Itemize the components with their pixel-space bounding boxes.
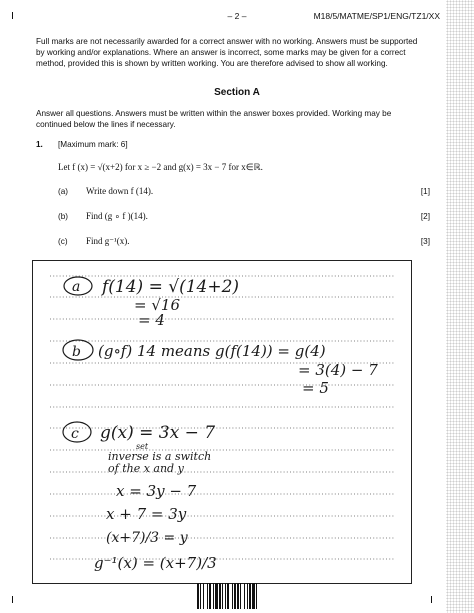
section-instructions: Answer all questions. Answers must be written within the answer boxes provided. Working may be continued below the lines if necessary. <box>36 109 392 129</box>
barcode-bar <box>200 583 201 609</box>
barcode-bar <box>247 583 248 609</box>
barcode-bar <box>222 583 223 609</box>
hw-b-line-1: (g∘f) 14 means g(f(14)) = g(4) <box>98 342 326 360</box>
barcode-bar <box>215 583 218 609</box>
hw-c-line-4: x = 3y − 7 <box>116 482 197 500</box>
hw-b-label: b <box>72 344 81 360</box>
barcode-bar <box>209 583 211 609</box>
handwritten-answer <box>32 260 410 582</box>
hw-a-line-3: = 4 <box>138 311 165 329</box>
intro-paragraph: Full marks are not necessarily awarded for a correct answer with no working. Answers must be supported by working and/or explanations. Where an answer is incorrect, some marks may be given for a correct method, provided this is shown by written working. You are therefore advised to show all working. <box>36 37 418 68</box>
hw-c-line-5: x + 7 = 3y <box>106 505 187 523</box>
question-number: 1. <box>36 140 43 149</box>
hw-c-line-3: of the x and y <box>108 462 184 475</box>
part-a-letter: (a) <box>58 187 69 196</box>
hw-c-line-2: inverse is a switch <box>108 450 212 463</box>
barcode-bar <box>237 583 239 609</box>
part-c-marks: [3] <box>420 237 430 246</box>
barcode-bar <box>234 583 236 609</box>
barcode-bar <box>197 583 199 609</box>
part-a-text: Write down f (14). <box>86 186 154 196</box>
hw-c-label: c <box>71 426 79 442</box>
hw-a-line-1: f(14) = √(14+2) <box>102 277 240 297</box>
section-title: Section A <box>214 87 260 98</box>
barcode-bar <box>219 583 221 609</box>
barcode-bar <box>244 583 245 609</box>
paper-code: M18/5/MATME/SP1/ENG/TZ1/XX <box>313 11 440 21</box>
hw-b-line-3: = 5 <box>302 379 329 397</box>
barcode-icon <box>197 583 277 609</box>
part-b-letter: (b) <box>58 212 69 221</box>
page-number: – 2 – <box>227 11 247 21</box>
barcode-bar <box>252 583 255 609</box>
question-max-marks: [Maximum mark: 6] <box>58 140 128 149</box>
hw-a-label: a <box>72 279 81 295</box>
hw-b-line-2: = 3(4) − 7 <box>298 361 378 379</box>
barcode-bar <box>203 583 204 609</box>
barcode-bar <box>213 583 214 609</box>
hw-c-line-7: g⁻¹(x) = (x+7)/3 <box>94 554 217 572</box>
part-c-letter: (c) <box>58 237 68 246</box>
barcode-bar <box>249 583 251 609</box>
question-stem: Let f (x) = √(x+2) for x ≥ −2 and g(x) = 3x − 7 for x∈ℝ. <box>58 162 263 172</box>
barcode-bar <box>227 583 229 609</box>
part-b-marks: [2] <box>420 212 430 221</box>
dotted-answer-lines <box>50 276 394 559</box>
part-b-text: Find (g ∘ f )(14). <box>86 211 148 221</box>
corner-mark <box>12 596 13 603</box>
part-c-text: Find g⁻¹(x). <box>86 236 130 246</box>
barcode-bar <box>256 583 257 609</box>
barcode-bar <box>232 583 233 609</box>
hw-a-line-2: = √16 <box>134 296 180 314</box>
part-a-marks: [1] <box>420 187 430 196</box>
hw-c-line-1: g(x) = 3x − 7 <box>100 423 216 443</box>
hw-c-line-6: (x+7)/3 = y <box>106 530 188 546</box>
barcode-bar <box>207 583 208 609</box>
barcode-bar <box>240 583 241 609</box>
barcode-bar <box>225 583 226 609</box>
hw-c-set: set <box>136 442 149 451</box>
corner-mark <box>431 596 432 603</box>
